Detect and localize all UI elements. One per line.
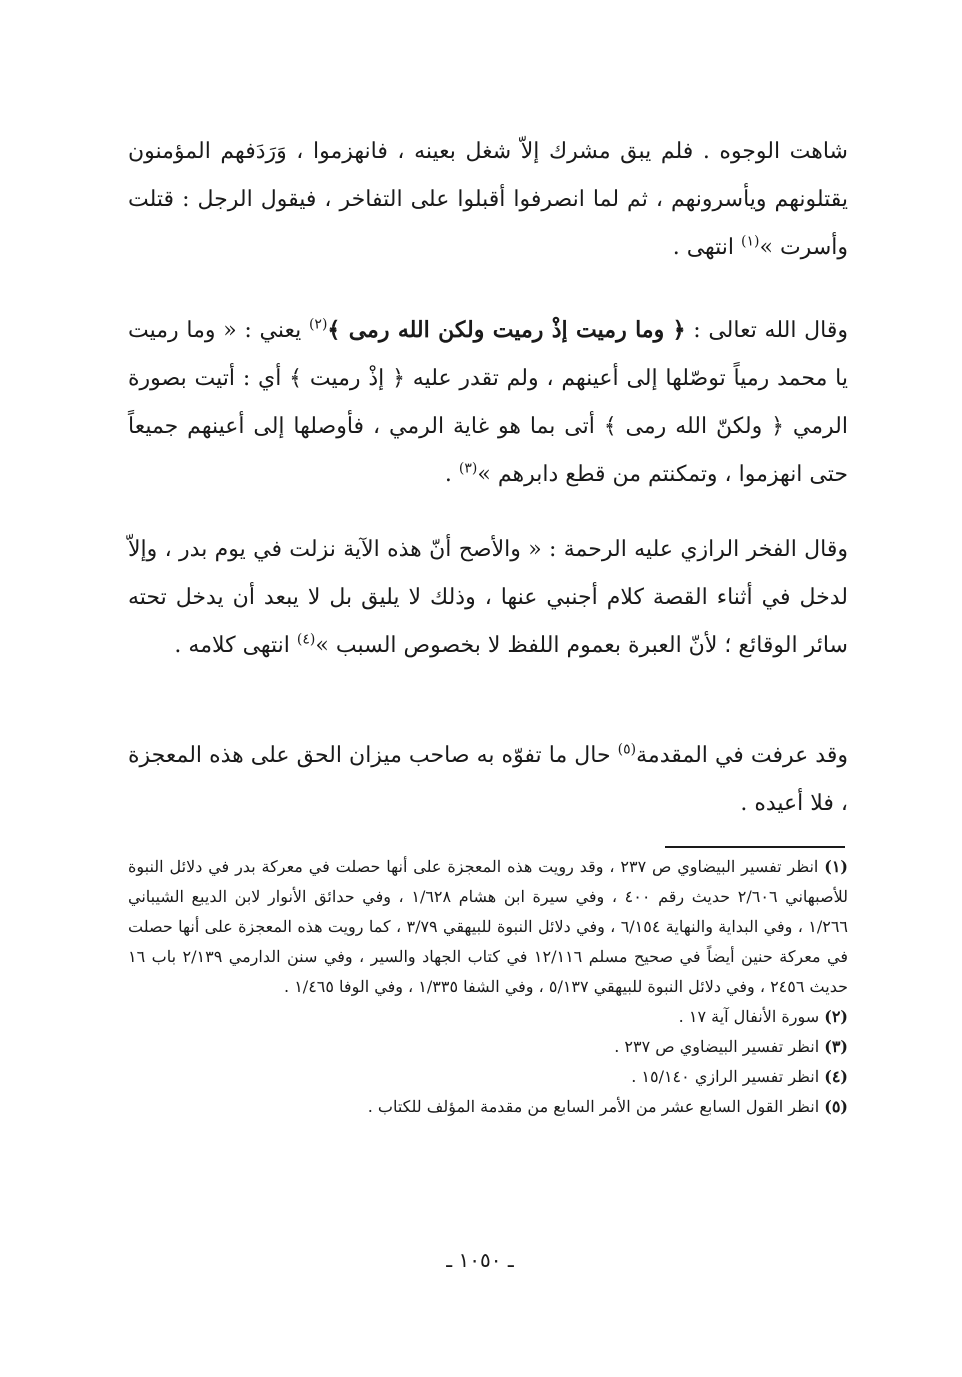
paragraph-2-tail: . bbox=[444, 462, 459, 487]
footnote-1 bbox=[128, 852, 848, 1002]
paragraph-4 bbox=[128, 732, 848, 828]
paragraph-3-tail: انتهى كلامه . bbox=[174, 633, 297, 658]
footnote-number-5: (٥) bbox=[824, 1097, 848, 1116]
footnote-text-4: انظر تفسير الرازي ١٥/١٤٠ . bbox=[631, 1067, 825, 1086]
footnote-number-2: (٢) bbox=[824, 1007, 848, 1026]
footnote-2 bbox=[128, 1002, 848, 1032]
paragraph-3 bbox=[128, 526, 848, 670]
footnote-text-3: انظر تفسير البيضاوي ص ٢٣٧ . bbox=[614, 1037, 825, 1056]
footnote-5 bbox=[128, 1092, 848, 1122]
footnote-number-4: (٤) bbox=[824, 1067, 848, 1086]
paragraph-1-text: شاهت الوجوه . فلم يبق مشرك إلاّ شغل بعينه ، فانهزموا ، وَرَدَفهم المؤمنون يقتلونهم ويأسرونهم ، ثم لما انصرفوا أقبلوا على التفاخر ، فيقول الرجل : قتلت وأسرت » bbox=[128, 139, 848, 260]
paragraph-2 bbox=[128, 306, 848, 499]
footnote-3 bbox=[128, 1032, 848, 1062]
footnote-separator bbox=[665, 846, 845, 848]
footnote-text-1: انظر تفسير البيضاوي ص ٢٣٧ ، وقد رويت هذه المعجزة على أنها حصلت في معركة بدر في دلائل النبوة للأصبهاني ٢/٦٠٦ حديث رقم ٤٠٠ ، وفي سيرة ابن هشام ١/٦٢٨ ، وفي حدائق الأنوار لابن الديبع الشيباني ١/٢٦٦ ، وفي البداية والنهاية ٦/١٥٤ ، وفي دلائل النبوة للبيهقي ٣/٧٩ ، كما رويت هذه المعجزة على أنها حصلت في معركة حنين أيضاً في صحيح مسلم ١٢/١١٦ في كتاب الجهاد والسير ، وفي سنن الدارمي ٢/١٣٩ باب ١٦ حديث ٢٤٥٦ ، وفي دلائل النبوة للبيهقي ٥/١٣٧ ، وفي الشفا ١/٣٣٥ ، وفي الوفا ١/٤٦٥ . bbox=[128, 857, 849, 996]
page-number: ـ ١٠٥٠ ـ bbox=[446, 1248, 514, 1272]
footnote-number-1: (١) bbox=[824, 857, 848, 876]
footnote-ref-2: (٢) bbox=[308, 316, 328, 333]
paragraph-1 bbox=[128, 128, 848, 272]
footnote-ref-3: (٣) bbox=[458, 460, 478, 477]
paragraph-2-lead: وقال الله تعالى : bbox=[685, 318, 848, 343]
paragraph-4-tail: حال ما تفوّه به صاحب ميزان الحق على هذه المعجزة ، فلا أعيده . bbox=[128, 743, 848, 816]
footnote-text-2: سورة الأنفال آية ١٧ . bbox=[678, 1007, 825, 1026]
footnote-text-5: انظر القول السابع عشر من الأمر السابع من مقدمة المؤلف للكتاب . bbox=[367, 1097, 825, 1116]
footnote-ref-5: (٥) bbox=[617, 741, 637, 758]
footnote-ref-1: (١) bbox=[741, 233, 760, 250]
paragraph-3-text: وقال الفخر الرازي عليه الرحمة : « والأصح أنّ هذه الآية نزلت في يوم بدر ، وإلاّ لدخل في أثناء القصة كلام أجنبي عنها ، وذلك لا يليق بل لا يبعد أن يدخل تحته سائر الوقائع ؛ لأنّ العبرة بعموم اللفظ لا بخصوص السبب » bbox=[128, 537, 848, 658]
footnotes bbox=[128, 852, 848, 1122]
footnote-ref-4: (٤) bbox=[296, 631, 316, 648]
quran-verse: ﴿ وما رميت إذْ رميت ولكن الله رمى ﴾ bbox=[327, 317, 686, 343]
footnote-4 bbox=[128, 1062, 848, 1092]
paragraph-2-text: يعني : « وما رميت يا محمد رمياً توصّلها إلى أعينهم ، ولم تقدر عليه ﴿ إذْ رميت ﴾ أي : أتيت بصورة الرمي ﴿ ولكنّ الله رمى ﴾ أتى بما هو غاية الرمي ، فأوصلها إلى أعينهم جميعاً حتى انهزموا ، وتمكنتم من قطع دابرهم » bbox=[128, 318, 848, 487]
paragraph-1-tail: انتهى . bbox=[672, 235, 742, 260]
footnote-number-3: (٣) bbox=[824, 1037, 848, 1056]
paragraph-4-text: وقد عرفت في المقدمة bbox=[636, 743, 849, 768]
